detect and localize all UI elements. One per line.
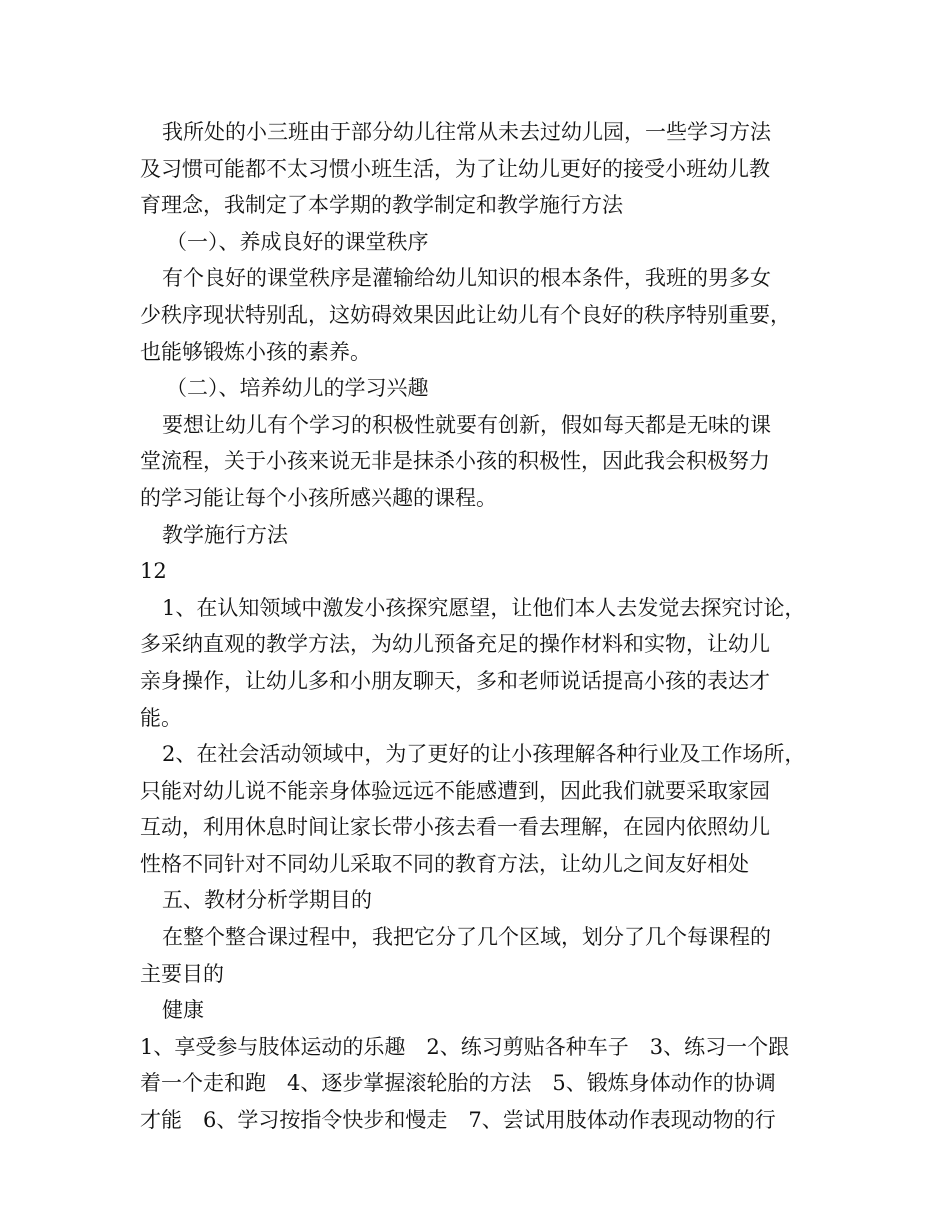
document-page [140,114,830,1139]
text-line: 1、在认知领域中激发小孩探究愿望，让他们本人去发觉去探究讨论， [162,595,806,620]
text-line: 着一个走和跑 4、逐步掌握滚轮胎的方法 5、锻炼身体动作的协调 [140,1071,776,1096]
text-line: 1、享受参与肢体运动的乐趣 2、练习剪贴各种车子 3、练习一个跟 [140,1034,790,1059]
text-line: 只能对幼儿说不能亲身体验远远不能感遭到，因此我们就要采取家园 [140,778,770,803]
text-line: 互动，利用休息时间让家长带小孩去看一看去理解，在园内依照幼儿 [140,815,770,840]
text-line: 的学习能让每个小孩所感兴趣的课程。 [140,485,497,510]
text-line: 在整个整合课过程中，我把它分了几个区域，划分了几个每课程的 [162,925,771,950]
text-line: 主要目的 [140,961,224,986]
text-line: 堂流程，关于小孩来说无非是抹杀小孩的积极性，因此我会积极努力 [140,449,770,474]
text-line: 及习惯可能都不太习惯小班生活，为了让幼儿更好的接受小班幼儿教 [140,156,770,181]
text-line: 五、教材分析学期目的 [162,888,372,913]
text-line: （一）、养成良好的课堂秩序 [166,229,429,254]
text-line: 也能够锻炼小孩的素养。 [140,339,371,364]
text-line: 要想让幼儿有个学习的积极性就要有创新，假如每天都是无味的课 [162,412,771,437]
text-line: 有个良好的课堂秩序是灌输给幼儿知识的根本条件，我班的男多女 [162,266,771,291]
text-line: 12 [140,559,167,584]
text-line: 育理念，我制定了本学期的教学制定和教学施行方法 [140,193,623,218]
text-line: （二）、培养幼儿的学习兴趣 [166,376,429,401]
text-line: 我所处的小三班由于部分幼儿往常从未去过幼儿园，一些学习方法 [162,120,771,144]
text-line: 健康 [162,998,204,1023]
text-line: 亲身操作，让幼儿多和小朋友聊天，多和老师说话提高小孩的表达才 [140,668,770,693]
text-line: 能。 [140,705,182,730]
text-line: 少秩序现状特别乱，这妨碍效果因此让幼儿有个良好的秩序特别重要， [140,302,791,327]
text-line: 2、在社会活动领域中，为了更好的让小孩理解各种行业及工作场所， [162,742,806,767]
text-line: 教学施行方法 [162,522,288,547]
text-line: 才能 6、学习按指令快步和慢走 7、尝试用肢体动作表现动物的行 [140,1108,776,1133]
text-line: 多采纳直观的教学方法，为幼儿预备充足的操作材料和实物，让幼儿 [140,632,770,657]
text-line: 性格不同针对不同幼儿采取不同的教育方法，让幼儿之间友好相处 [140,851,749,876]
